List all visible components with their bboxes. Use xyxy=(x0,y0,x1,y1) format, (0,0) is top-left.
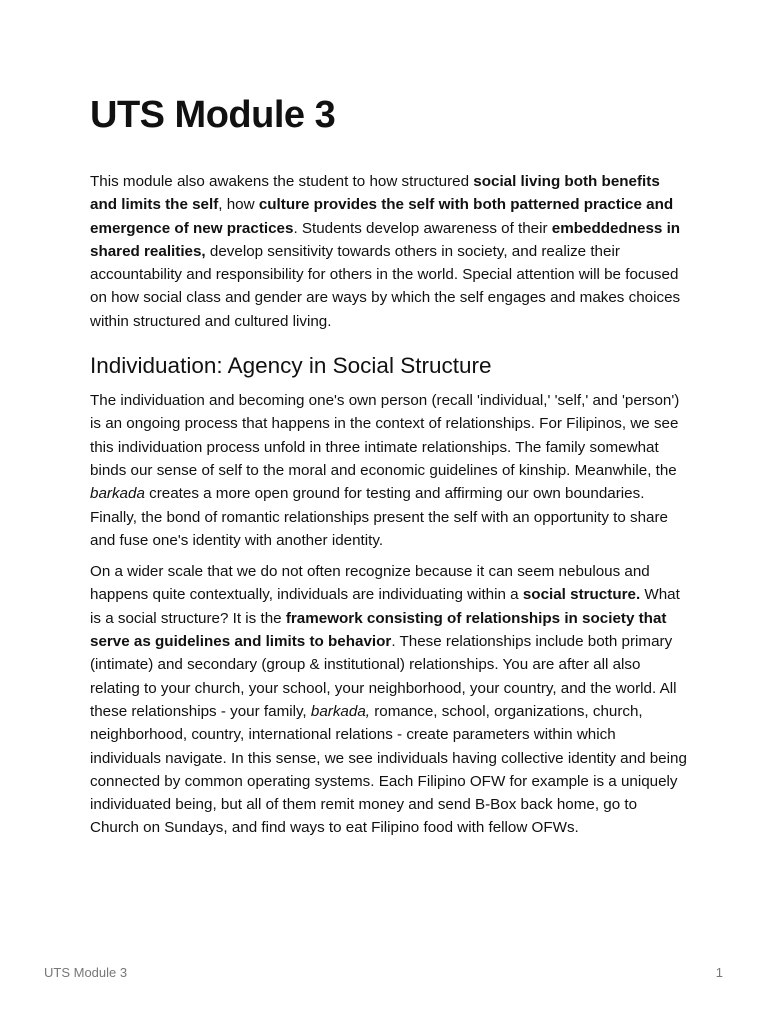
footer-label: UTS Module 3 xyxy=(44,965,128,980)
section-heading: Individuation: Agency in Social Structure xyxy=(90,353,492,379)
para2-italic-1: barkada xyxy=(90,485,145,503)
para3-bold-2: framework consisting of relationships in society that serve as guidelines and limits to behavior xyxy=(90,609,667,651)
para2-text-1: The individuation and becoming one's own person (recall 'individual,' 'self,' and 'person') is an ongoing process that happens in the context of relationships. For Filipinos, we see this individuation process unfold in three intimate relationships. The family somewhat binds our sense of self to the moral and economic guidelines of kinship. Meanwhile, the xyxy=(90,392,680,479)
intro-text-2: , how xyxy=(218,196,259,214)
individuation-paragraph xyxy=(90,389,690,552)
document-page xyxy=(90,90,690,848)
page-title: UTS Module 3 xyxy=(90,94,336,136)
para3-bold-1: social structure. xyxy=(522,586,641,604)
para3-text-1: On a wider scale that we do not often recognize because it can seem nebulous and happens quite contextually, individuals are individuating within a xyxy=(90,563,650,604)
social-structure-paragraph xyxy=(90,560,690,840)
intro-bold-3: embeddedness in shared realities, xyxy=(90,219,681,260)
para3-text-4: romance, school, organizations, church, neighborhood, country, international relations - create parameters within which individuals navigate. In this sense, we see individuals having collective identity and being connected by common operating systems. Each Filipino OFW for example is a uniquely individuated being, but all of them remit money and send B-Box back home, go to Church on Sundays, and find ways to eat Filipino food with fellow OFWs. xyxy=(90,702,687,837)
intro-text-4: develop sensitivity towards others in society, and realize their accountability and responsibility for others in the world. Special attention will be focused on how social class and gender are ways by which the self engages and makes choices within structured and cultured living. xyxy=(90,242,681,330)
intro-paragraph xyxy=(90,170,690,333)
intro-bold-2: culture provides the self with both patterned practice and emergence of new practices xyxy=(90,196,674,237)
para3-text-2: What is a social structure? It is the xyxy=(90,586,680,627)
intro-bold-1: social living both benefits and limits the self xyxy=(90,173,660,214)
para2-text-2: creates a more open ground for testing and affirming our own boundaries. Finally, the bond of romantic relationships present the self with an opportunity to share and fuse one's identity with another identity. xyxy=(90,485,669,549)
para3-text-3: . These relationships include both primary (intimate) and secondary (group & institutional) relationships. You are after all also relating to your church, your school, your neighborhood, your country, and the world. All these relationships - your family, xyxy=(90,633,677,720)
page-number: 1 xyxy=(715,965,723,980)
para3-italic-1: barkada, xyxy=(310,702,370,720)
intro-text-3: . Students develop awareness of their xyxy=(293,219,552,237)
intro-text-1: This module also awakens the student to how structured xyxy=(90,173,474,190)
